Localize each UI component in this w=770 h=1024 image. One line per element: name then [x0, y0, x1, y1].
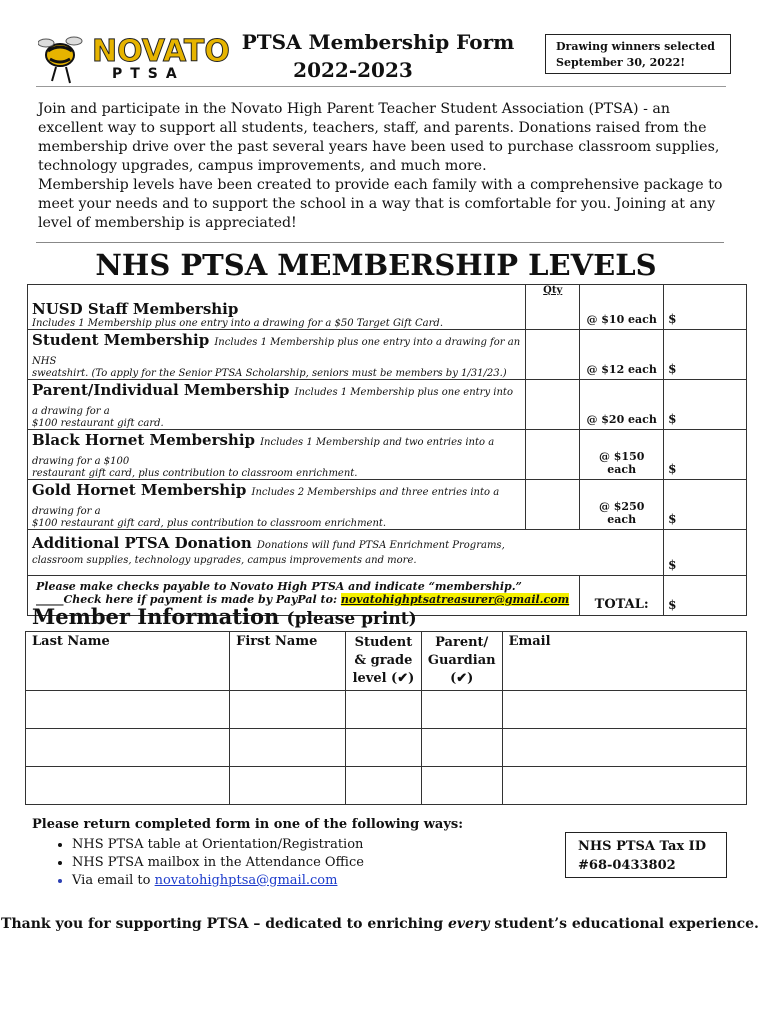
table-row	[28, 530, 747, 576]
parent-guardian-field[interactable]	[421, 691, 502, 729]
amount-input[interactable]: $	[664, 430, 747, 480]
levels-title: NHS PTSA MEMBERSHIP LEVELS	[95, 248, 657, 282]
qty-input[interactable]	[526, 430, 580, 480]
col-student-grade: Student & grade level (✔)	[345, 632, 421, 691]
return-list	[32, 836, 532, 890]
level-price: @ $12 each	[580, 330, 664, 380]
qty-input[interactable]	[526, 330, 580, 380]
form-year: 2022-2023	[293, 58, 413, 82]
level-price: @ $20 each	[580, 380, 664, 430]
level-description-inline: Includes 2 Memberships and three entries into a drawing for a	[32, 487, 500, 517]
member-info-note: (please print)	[286, 609, 417, 629]
table-row	[26, 729, 747, 767]
level-description: $100 restaurant gift card, plus contribution to classroom enrichment.	[32, 518, 387, 529]
qty-input[interactable]	[526, 380, 580, 430]
drawing-notice-line2: September 30, 2022!	[556, 56, 686, 69]
intro-text	[38, 100, 728, 233]
drawing-notice-line1: Drawing winners selected	[556, 40, 715, 53]
last-name-field[interactable]	[26, 767, 230, 805]
table-header-row	[26, 632, 747, 691]
thank-you-footer: Thank you for supporting PTSA – dedicated to enriching every student’s educational experience.	[1, 916, 759, 932]
level-name: Parent/Individual Membership	[32, 381, 290, 399]
level-price: @ $250 each	[580, 480, 664, 530]
donation-description-inline: Donations will fund PTSA Enrichment Programs,	[256, 540, 505, 551]
col-email: Email	[502, 632, 746, 691]
level-name: Black Hornet Membership	[32, 431, 256, 449]
level-description: $100 restaurant gift card.	[32, 418, 164, 429]
table-row	[28, 285, 747, 330]
total-amount-input[interactable]: $	[664, 576, 747, 616]
email-field[interactable]	[502, 691, 746, 729]
table-row	[26, 767, 747, 805]
donation-name: Additional PTSA Donation	[32, 534, 252, 552]
email-field[interactable]	[502, 729, 746, 767]
list-item: • NHS PTSA table at Orientation/Registration	[72, 836, 532, 854]
level-description: sweatshirt. (To apply for the Senior PTSA Scholarship, seniors must be members by 1/31/23.)	[32, 368, 507, 379]
header-divider	[36, 86, 726, 87]
level-cell	[28, 380, 526, 430]
member-info-table	[25, 631, 747, 805]
amount-input[interactable]: $	[664, 330, 747, 380]
col-first-name: First Name	[230, 632, 346, 691]
email-field[interactable]	[502, 767, 746, 805]
list-item: • Via email to novatohighptsa@gmail.com	[72, 872, 532, 890]
qty-header: Qty	[543, 285, 563, 296]
amount-input[interactable]: $	[664, 480, 747, 530]
first-name-field[interactable]	[230, 691, 346, 729]
col-parent-guardian: Parent/ Guardian (✔)	[421, 632, 502, 691]
drawing-notice-box	[545, 34, 731, 74]
parent-guardian-field[interactable]	[421, 767, 502, 805]
level-name: Student Membership	[32, 331, 210, 349]
paypal-email-link[interactable]: novatohighptsatreasurer@gmail.com	[340, 593, 570, 606]
level-price: @ $150 each	[580, 430, 664, 480]
parent-guardian-field[interactable]	[421, 729, 502, 767]
donation-amount-input[interactable]: $	[664, 530, 747, 576]
tax-id-label: NHS PTSA Tax ID	[578, 839, 707, 854]
checks-note: Please make checks payable to Novato High PTSA and indicate “membership.”	[36, 580, 522, 593]
level-name: Gold Hornet Membership	[32, 481, 247, 499]
logo-subtext: PTSA	[112, 66, 185, 82]
level-cell	[28, 285, 526, 330]
total-label: TOTAL:	[580, 576, 664, 616]
level-description-inline: Includes 1 Membership plus one entry into a drawing for a	[32, 387, 513, 417]
donation-description: classroom supplies, technology upgrades, campus improvements and more.	[32, 555, 417, 566]
level-description-inline: Includes 1 Membership plus one entry into a drawing for an NHS	[32, 337, 521, 367]
table-row	[28, 380, 747, 430]
level-cell	[28, 430, 526, 480]
first-name-field[interactable]	[230, 729, 346, 767]
amount-input[interactable]: $	[664, 380, 747, 430]
table-row	[28, 480, 747, 530]
qty-input[interactable]	[526, 480, 580, 530]
tax-id-value: #68-0433802	[578, 858, 676, 873]
table-row	[26, 691, 747, 729]
level-cell	[28, 330, 526, 380]
member-info-title: Member Information (please print)	[32, 604, 417, 629]
level-price: @ $10 each	[580, 285, 664, 330]
intro-paragraph-2: Membership levels have been created to provide each family with a comprehensive package to meet your needs and to support the school in a way that is comfortable for you. Joining at any level of membership is appreciated!	[38, 177, 723, 231]
return-heading: Please return completed form in one of the following ways:	[32, 817, 464, 832]
table-row	[28, 330, 747, 380]
first-name-field[interactable]	[230, 767, 346, 805]
student-grade-field[interactable]	[345, 729, 421, 767]
level-cell	[28, 480, 526, 530]
return-instructions	[32, 817, 532, 890]
intro-divider	[36, 242, 724, 243]
level-description: Includes 1 Membership plus one entry into a drawing for a $50 Target Gift Card.	[32, 318, 444, 329]
col-last-name: Last Name	[26, 632, 230, 691]
tax-id-box	[565, 832, 727, 878]
logo-text: NOVATO	[92, 34, 230, 69]
donation-cell	[28, 530, 664, 576]
intro-paragraph-1: Join and participate in the Novato High Parent Teacher Student Association (PTSA) - an excellent way to support all students, teachers, staff, and parents. Donations raised from the membership drive over the past several years have been used to purchase classroom supplies, technology upgrades, campus improvements, and much more.	[38, 101, 720, 174]
student-grade-field[interactable]	[345, 767, 421, 805]
paypal-checkbox-line[interactable]: _____Check here if payment is made by PayPal to:	[36, 593, 341, 606]
form-title: PTSA Membership Form	[241, 30, 515, 54]
list-item: • NHS PTSA mailbox in the Attendance Office	[72, 854, 532, 872]
table-row	[28, 430, 747, 480]
email-link[interactable]: novatohighptsa@gmail.com	[154, 873, 338, 888]
level-description-inline: Includes 1 Membership and two entries into a drawing for a $100	[32, 437, 495, 467]
level-name: NUSD Staff Membership	[32, 300, 239, 318]
level-description: restaurant gift card, plus contribution to classroom enrichment.	[32, 468, 358, 479]
last-name-field[interactable]	[26, 729, 230, 767]
amount-input[interactable]: $	[664, 285, 747, 330]
last-name-field[interactable]	[26, 691, 230, 729]
student-grade-field[interactable]	[345, 691, 421, 729]
membership-levels-table	[27, 284, 747, 616]
qty-input[interactable]	[526, 285, 580, 330]
